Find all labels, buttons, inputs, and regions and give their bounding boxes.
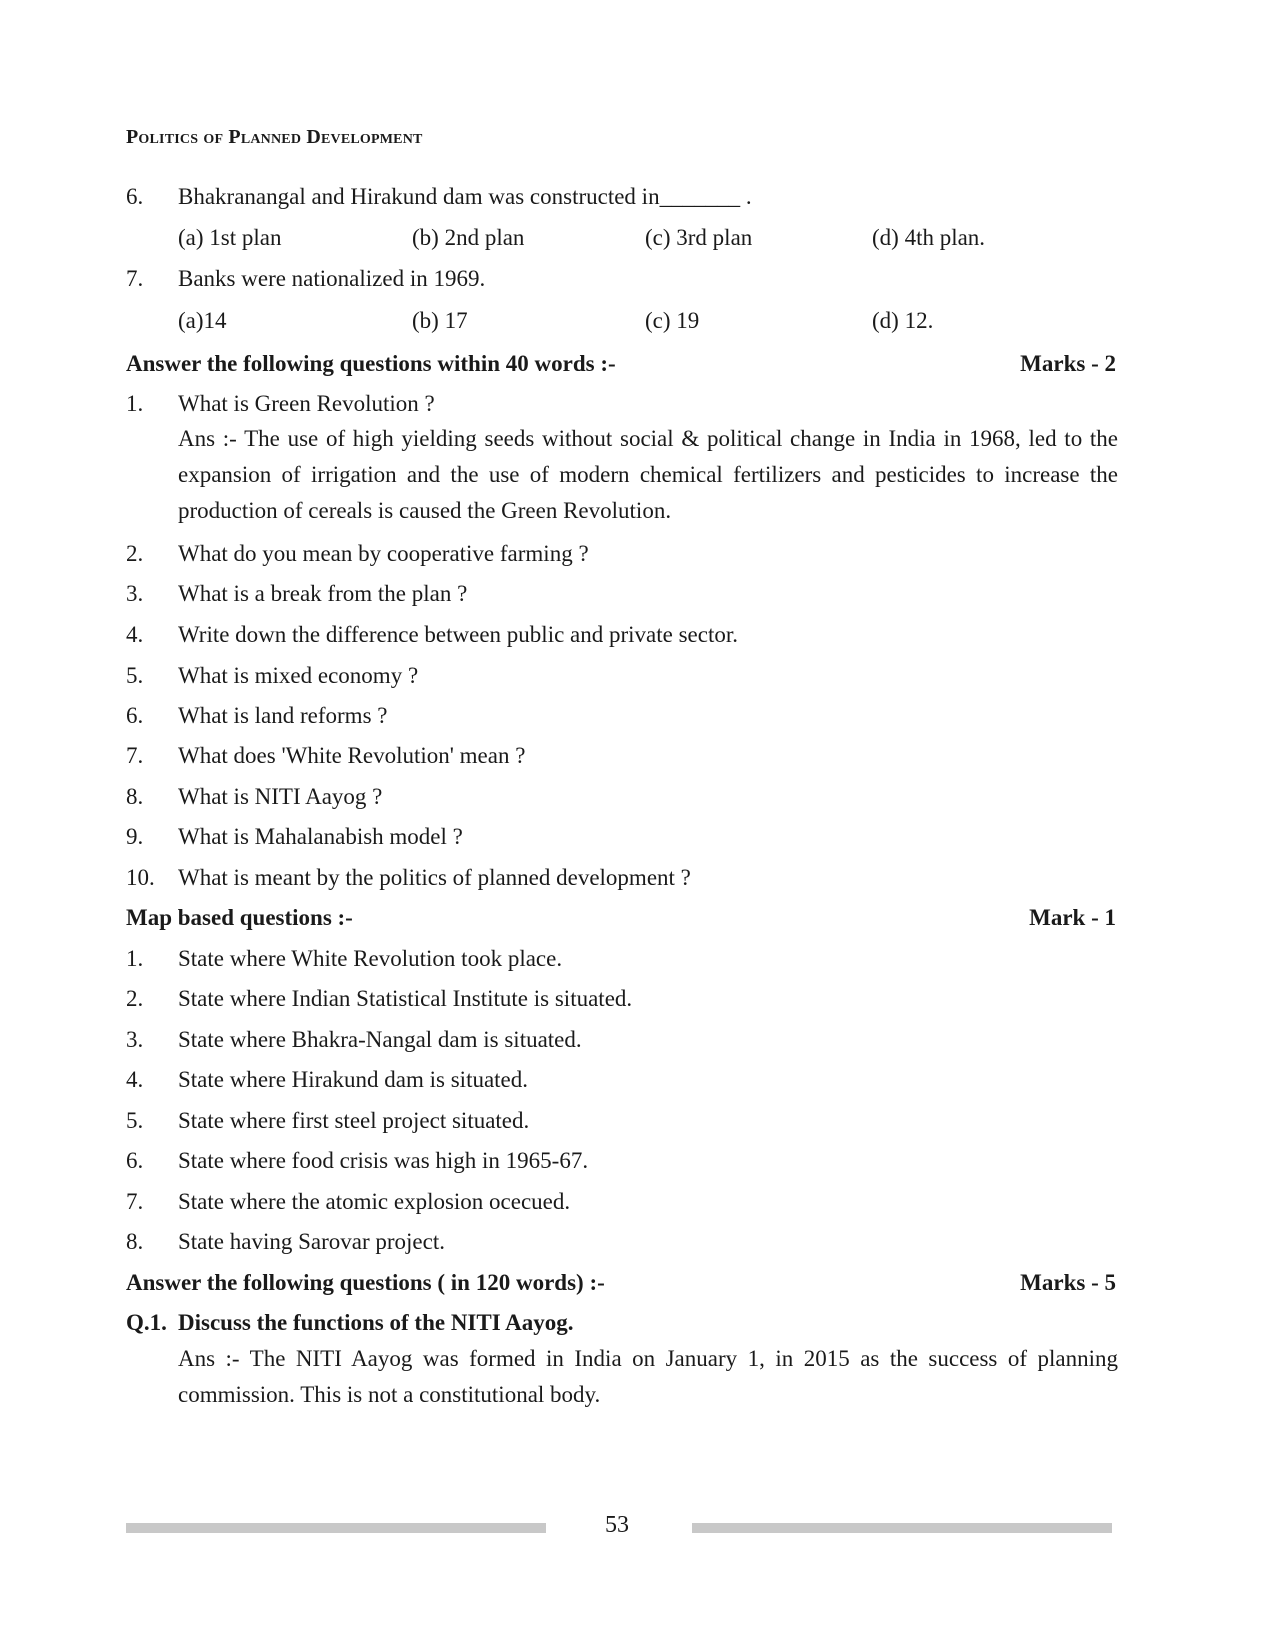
question-number: 5. <box>126 1108 144 1133</box>
question-text: What is NITI Aayog ? <box>178 784 383 809</box>
section-marks: Mark - 1 <box>1029 905 1116 930</box>
question-text: What is land reforms ? <box>178 703 388 728</box>
section-marks: Marks - 5 <box>1020 1270 1116 1295</box>
question-number: Q.1. <box>126 1310 167 1335</box>
question-text: State where first steel project situated. <box>178 1108 530 1133</box>
question-text: State where White Revolution took place. <box>178 946 563 971</box>
footer-rule-right <box>692 1523 1112 1533</box>
question-text: What is Mahalanabish model ? <box>178 824 463 849</box>
section-title: Answer the following questions ( in 120 words) :- <box>126 1270 605 1295</box>
question-text: State where Bhakra-Nangal dam is situated. <box>178 1027 582 1052</box>
page-number: 53 <box>605 1512 629 1538</box>
question-number: 1. <box>126 946 144 971</box>
question-number: 7. <box>126 266 144 291</box>
question-number: 3. <box>126 1027 144 1052</box>
question-number: 8. <box>126 1229 144 1254</box>
answer-text: Ans :- The NITI Aayog was formed in India on January 1, in 2015 as the success of planning commission. This is not a constitutional body. <box>178 1346 1118 1407</box>
question-text: What is meant by the politics of planned development ? <box>178 865 691 890</box>
option-c: (c) 19 <box>645 308 700 333</box>
question-text: What do you mean by cooperative farming ? <box>178 541 589 566</box>
question-text: What is a break from the plan ? <box>178 581 468 606</box>
question-number: 10. <box>126 865 155 890</box>
question-number: 4. <box>126 622 144 647</box>
question-text: State where Hirakund dam is situated. <box>178 1067 529 1092</box>
question-text: Discuss the functions of the NITI Aayog. <box>178 1310 574 1335</box>
question-number: 6. <box>126 1148 144 1173</box>
option-b: (b) 17 <box>412 308 468 333</box>
footer-rule-left <box>126 1523 546 1533</box>
question-number: 7. <box>126 1189 144 1214</box>
section-title: Answer the following questions within 40 words :- <box>126 351 616 376</box>
question-number: 4. <box>126 1067 144 1092</box>
question-text: Write down the difference between public and private sector. <box>178 622 739 647</box>
running-header: Politics of Planned Development <box>126 126 423 148</box>
answer-text: Ans :- The use of high yielding seeds without social & political change in India in 1968, led to the expansion of irrigation and the use of modern chemical fertilizers and pesticides to increase the production of cereals is caused the Green Revolution. <box>178 426 1118 523</box>
question-number: 6. <box>126 703 144 728</box>
question-number: 8. <box>126 784 144 809</box>
question-number: 2. <box>126 986 144 1011</box>
option-a: (a)14 <box>178 308 227 333</box>
option-c: (c) 3rd plan <box>645 225 753 250</box>
option-b: (b) 2nd plan <box>412 225 525 250</box>
question-text: What is mixed economy ? <box>178 663 419 688</box>
question-text: State where Indian Statistical Institute is situated. <box>178 986 633 1011</box>
question-text: Bhakranangal and Hirakund dam was constructed in_______ . <box>178 184 752 209</box>
question-number: 5. <box>126 663 144 688</box>
option-a: (a) 1st plan <box>178 225 282 250</box>
question-number: 3. <box>126 581 144 606</box>
question-text: State where the atomic explosion ocecued. <box>178 1189 571 1214</box>
question-text: Banks were nationalized in 1969. <box>178 266 486 291</box>
option-d: (d) 4th plan. <box>872 225 986 250</box>
option-d: (d) 12. <box>872 308 934 333</box>
question-number: 1. <box>126 391 144 416</box>
question-number: 6. <box>126 184 144 209</box>
question-number: 9. <box>126 824 144 849</box>
question-text: What is Green Revolution ? <box>178 391 435 416</box>
question-number: 2. <box>126 541 144 566</box>
question-text: State where food crisis was high in 1965-67. <box>178 1148 589 1173</box>
section-title: Map based questions :- <box>126 905 353 930</box>
section-marks: Marks - 2 <box>1020 351 1116 376</box>
question-text: What does 'White Revolution' mean ? <box>178 743 526 768</box>
question-text: State having Sarovar project. <box>178 1229 445 1254</box>
question-number: 7. <box>126 743 144 768</box>
